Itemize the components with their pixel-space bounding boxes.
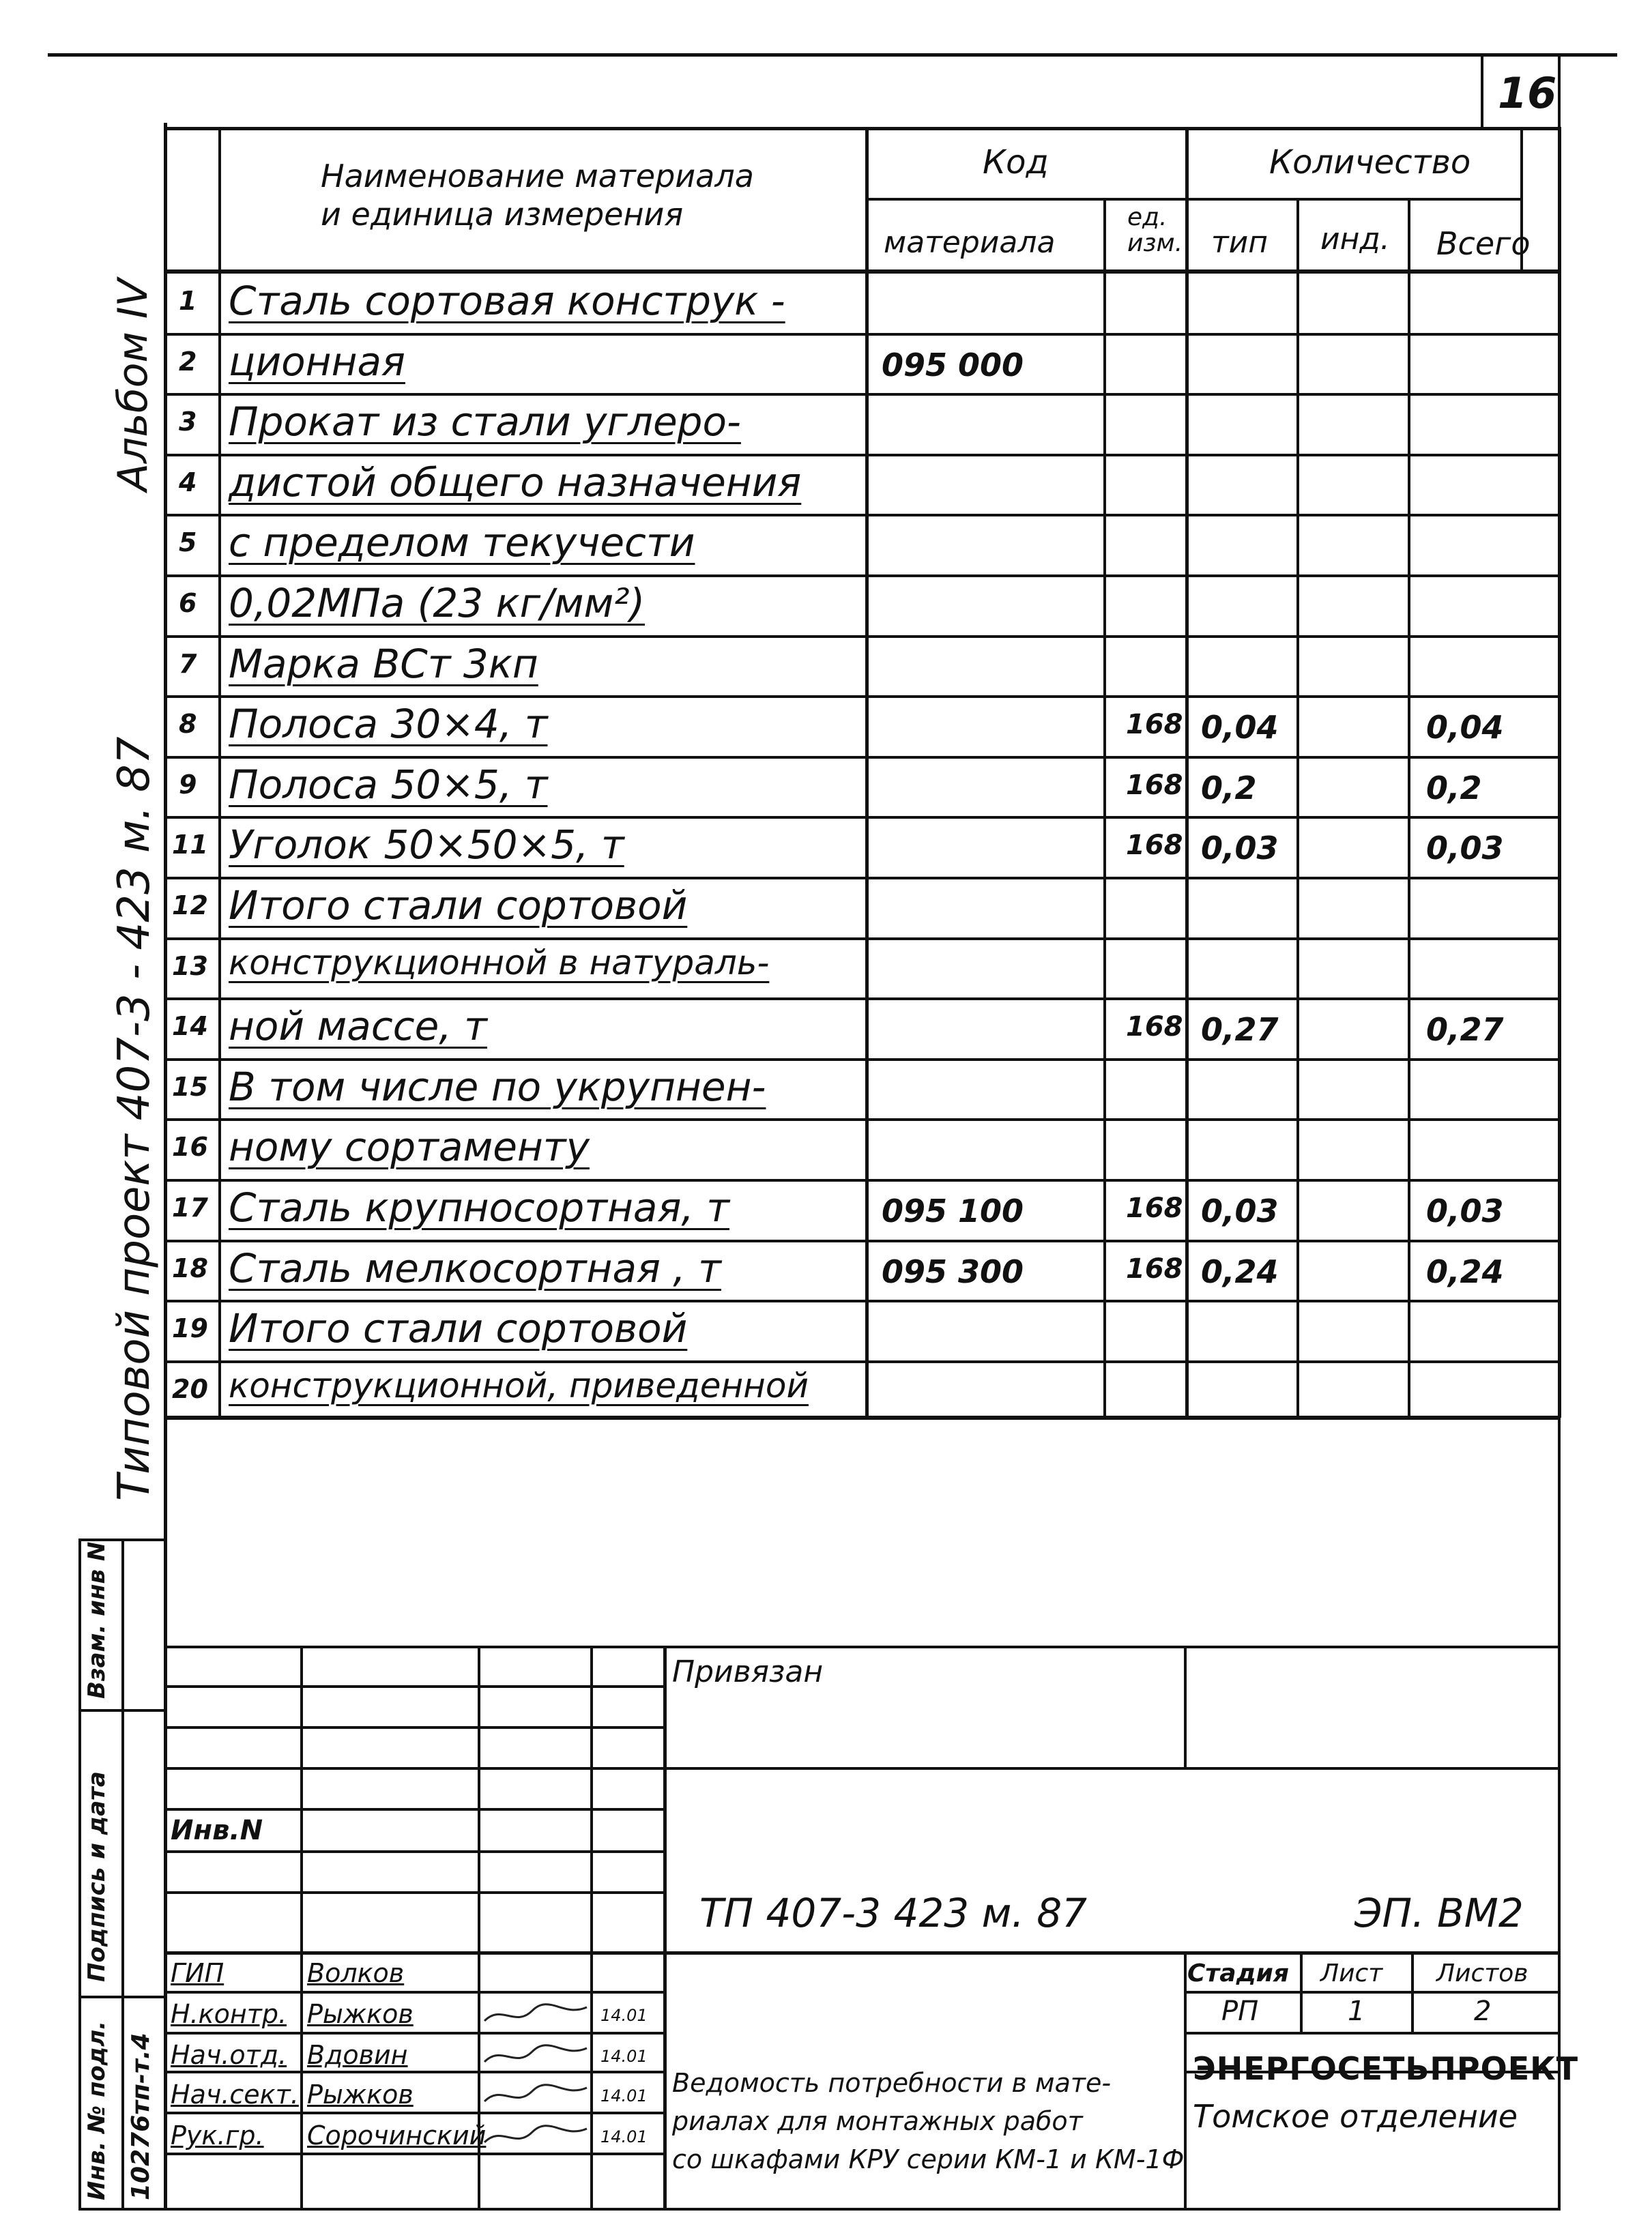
qty-typ: 0,03 <box>1201 1193 1279 1229</box>
material-code: 095 000 <box>882 346 1024 383</box>
signatory-name: Рыжков <box>307 1999 414 2029</box>
material-name: 0,02МПа (23 кг/мм²) <box>229 580 646 626</box>
stamp-right-l2 <box>1184 2032 1559 2035</box>
signatory-role: Нач.отд. <box>171 2040 287 2070</box>
stamp-sheets-label: Листов <box>1436 1959 1528 1987</box>
header-code-group: Код <box>983 143 1049 181</box>
row-number: 20 <box>172 1373 208 1404</box>
stamp-stage-value: РП <box>1221 1996 1259 2027</box>
material-name: Полоса 50×5, т <box>229 761 548 808</box>
col-typ-right <box>1296 198 1299 1418</box>
header-code-material: материала <box>884 225 1056 260</box>
material-name: Прокат из стали углеро- <box>229 398 741 446</box>
unit-code: 168 <box>1126 709 1183 741</box>
qty-total: 0,2 <box>1426 769 1482 806</box>
stamp-l7 <box>164 1951 1559 1955</box>
row-number: 5 <box>179 527 197 558</box>
row-number: 4 <box>179 467 197 497</box>
signature-mark <box>481 1997 590 2031</box>
row-divider <box>164 635 1561 638</box>
left-stamp-top <box>78 1539 166 1541</box>
qty-total: 0,03 <box>1426 1193 1504 1229</box>
signature-mark <box>481 2078 590 2112</box>
row-number: 3 <box>179 407 197 437</box>
row-divider <box>164 1240 1561 1242</box>
row-divider <box>164 756 1561 759</box>
qty-typ: 0,04 <box>1201 709 1279 746</box>
material-name: Полоса 30×4, т <box>229 701 548 748</box>
material-name: Уголок 50×50×5, т <box>229 821 624 869</box>
col-name-right <box>865 127 869 1418</box>
row-divider <box>164 393 1561 396</box>
row-number: 2 <box>179 346 197 377</box>
row-number: 14 <box>172 1011 208 1042</box>
row-divider <box>164 877 1561 879</box>
stamp-v-date <box>663 1646 667 2209</box>
left-stamp-inv-podl-value: 10276тп-т.4 <box>127 2032 155 2200</box>
header-name-column: Наименование материала и единица измерения <box>321 158 754 233</box>
row-number: 13 <box>172 950 208 981</box>
stamp-department: Томское отделение <box>1193 2098 1518 2135</box>
header-bottom <box>164 269 1561 274</box>
row-divider <box>164 333 1561 336</box>
material-name: Сталь мелкосортная , т <box>229 1244 721 1292</box>
row-number: 16 <box>172 1132 208 1163</box>
signatory-role: Нач.сект. <box>171 2080 299 2110</box>
row-divider <box>164 937 1561 940</box>
row-divider <box>164 997 1561 1000</box>
table-top <box>164 127 1561 130</box>
qty-typ: 0,03 <box>1201 830 1279 867</box>
left-stamp-div2 <box>78 1996 166 1998</box>
stamp-v-sheet <box>1411 1951 1414 2032</box>
signature-date: 14.01 <box>600 2047 648 2066</box>
qty-typ: 0,24 <box>1201 1253 1279 1290</box>
stamp-v-stage <box>1300 1951 1303 2032</box>
signature-date: 14.01 <box>600 2086 648 2105</box>
signature-date: 14.01 <box>600 2006 648 2025</box>
header-qty-group: Количество <box>1269 143 1471 181</box>
table-bottom <box>164 1416 1561 1420</box>
page-number: 16 <box>1498 68 1557 118</box>
qty-typ: 0,27 <box>1201 1011 1279 1049</box>
col-ind-right <box>1408 198 1410 1418</box>
row-divider <box>164 695 1561 698</box>
signatory-name: Волков <box>307 1958 405 1988</box>
material-name: Марка ВСт 3кп <box>229 640 538 687</box>
side-label-album: Альбом IV <box>109 278 157 491</box>
row-number: 12 <box>172 890 208 920</box>
left-stamp-div1 <box>78 1709 166 1712</box>
signature-mark <box>481 2118 590 2153</box>
signatory-name: Вдовин <box>307 2040 408 2070</box>
row-divider <box>164 1058 1561 1061</box>
material-name: дистой общего назначения <box>229 458 802 506</box>
col-unit-right <box>1185 127 1189 1418</box>
material-name: В том числе по укрупнен- <box>229 1063 766 1110</box>
left-stamp-mid <box>121 1539 124 2211</box>
row-divider <box>164 574 1561 577</box>
stamp-sheets-value: 2 <box>1474 1996 1492 2027</box>
stamp-doc-code: ТП 407-3 423 м. 87 <box>699 1890 1088 1936</box>
qty-total: 0,24 <box>1426 1253 1504 1290</box>
row-number: 19 <box>172 1313 208 1344</box>
row-divider <box>164 816 1561 819</box>
qty-total: 0,03 <box>1426 830 1504 867</box>
col-num-right <box>218 127 221 1418</box>
stamp-organization: ЭНЕРГОСЕТЬПРОЕКТ <box>1193 2050 1579 2087</box>
signatory-role: ГИП <box>171 1958 224 1988</box>
material-code: 095 300 <box>882 1253 1024 1290</box>
qty-typ: 0,2 <box>1201 769 1257 806</box>
unit-code: 168 <box>1126 1011 1183 1043</box>
row-number: 17 <box>172 1193 208 1223</box>
stamp-l3 <box>164 1767 1559 1770</box>
stamp-v-sign <box>590 1646 593 2209</box>
stamp-privyazan-label: Привязан <box>672 1654 824 1689</box>
stamp-v-privyazan <box>1184 1646 1187 1768</box>
header-typ: тип <box>1211 225 1268 260</box>
material-name: Сталь сортовая конструк - <box>229 278 785 324</box>
col-total-right <box>1558 127 1561 1418</box>
row-number: 11 <box>172 830 208 860</box>
unit-code: 168 <box>1126 769 1183 801</box>
stamp-sheet-code: ЭП. ВМ2 <box>1354 1890 1524 1936</box>
material-name: с пределом текучести <box>229 519 695 566</box>
stamp-stage-label: Стадия <box>1187 1959 1289 1987</box>
qty-total: 0,27 <box>1426 1011 1504 1049</box>
row-divider <box>164 1118 1561 1121</box>
signature-date: 14.01 <box>600 2127 648 2146</box>
header-ind: инд. <box>1320 222 1390 257</box>
top-rule <box>48 53 1617 57</box>
row-divider <box>164 1179 1561 1182</box>
unit-code: 168 <box>1126 830 1183 862</box>
material-name: ному сортаменту <box>229 1124 590 1171</box>
frame-left <box>164 123 167 2211</box>
material-name: Сталь крупносортная, т <box>229 1184 730 1231</box>
stamp-v-title-right <box>1184 1951 1187 2209</box>
left-stamp-podpis: Подпись и дата <box>83 1771 111 1982</box>
row-divider <box>164 514 1561 516</box>
row-number: 8 <box>179 709 197 740</box>
row-number: 9 <box>179 769 197 800</box>
unit-code: 168 <box>1126 1253 1183 1285</box>
material-name: Итого стали сортовой <box>229 882 688 929</box>
row-number: 1 <box>179 286 197 316</box>
stamp-sheet-value: 1 <box>1348 1996 1365 2027</box>
material-name: Итого стали сортовой <box>229 1305 688 1352</box>
signatory-name: Рыжков <box>307 2080 414 2110</box>
material-code: 095 100 <box>882 1193 1024 1229</box>
stamp-right-l1 <box>1184 1991 1559 1994</box>
unit-code: 168 <box>1126 1193 1183 1224</box>
row-number: 15 <box>172 1071 208 1102</box>
stamp-sheet-label: Лист <box>1320 1959 1383 1987</box>
left-stamp-outer <box>78 1539 81 2211</box>
signatory-name: Сорочинский <box>307 2120 487 2151</box>
row-number: 7 <box>179 648 197 679</box>
row-divider <box>164 1300 1561 1302</box>
left-stamp-inv-podl: Инв. № подл. <box>83 2020 111 2200</box>
header-total: Всего <box>1436 225 1531 262</box>
material-name: конструкционной, приведенной <box>229 1365 809 1405</box>
material-name: ной массе, т <box>229 1003 487 1050</box>
stamp-inv-label: Инв.N <box>171 1815 263 1846</box>
row-number: 6 <box>179 588 197 618</box>
side-label-project: Типовой проект 407-3 - 423 м. 87 <box>109 736 160 1501</box>
row-divider <box>164 1360 1561 1363</box>
stamp-v-role <box>300 1646 303 2209</box>
material-name: конструкционной в натураль- <box>229 942 770 982</box>
stamp-top <box>164 1646 1559 1648</box>
qty-total: 0,04 <box>1426 709 1504 746</box>
row-divider <box>164 454 1561 456</box>
pagenum-box-left <box>1481 55 1483 130</box>
left-stamp-vzam: Взам. инв N <box>83 1541 111 1699</box>
signatory-role: Рук.гр. <box>171 2120 264 2151</box>
header-unit: ед. изм. <box>1127 203 1183 257</box>
material-name: ционная <box>229 338 405 385</box>
header-mid <box>867 198 1522 201</box>
row-number: 18 <box>172 1253 208 1283</box>
col-code-right <box>1103 198 1106 1418</box>
stamp-document-title: Ведомость потребности в мате- риалах для монтажных работ со шкафами КРУ серии КМ-1 и КМ-1Ф <box>672 2068 1185 2174</box>
signatory-role: Н.контр. <box>171 1999 287 2029</box>
signature-mark <box>481 2038 590 2072</box>
